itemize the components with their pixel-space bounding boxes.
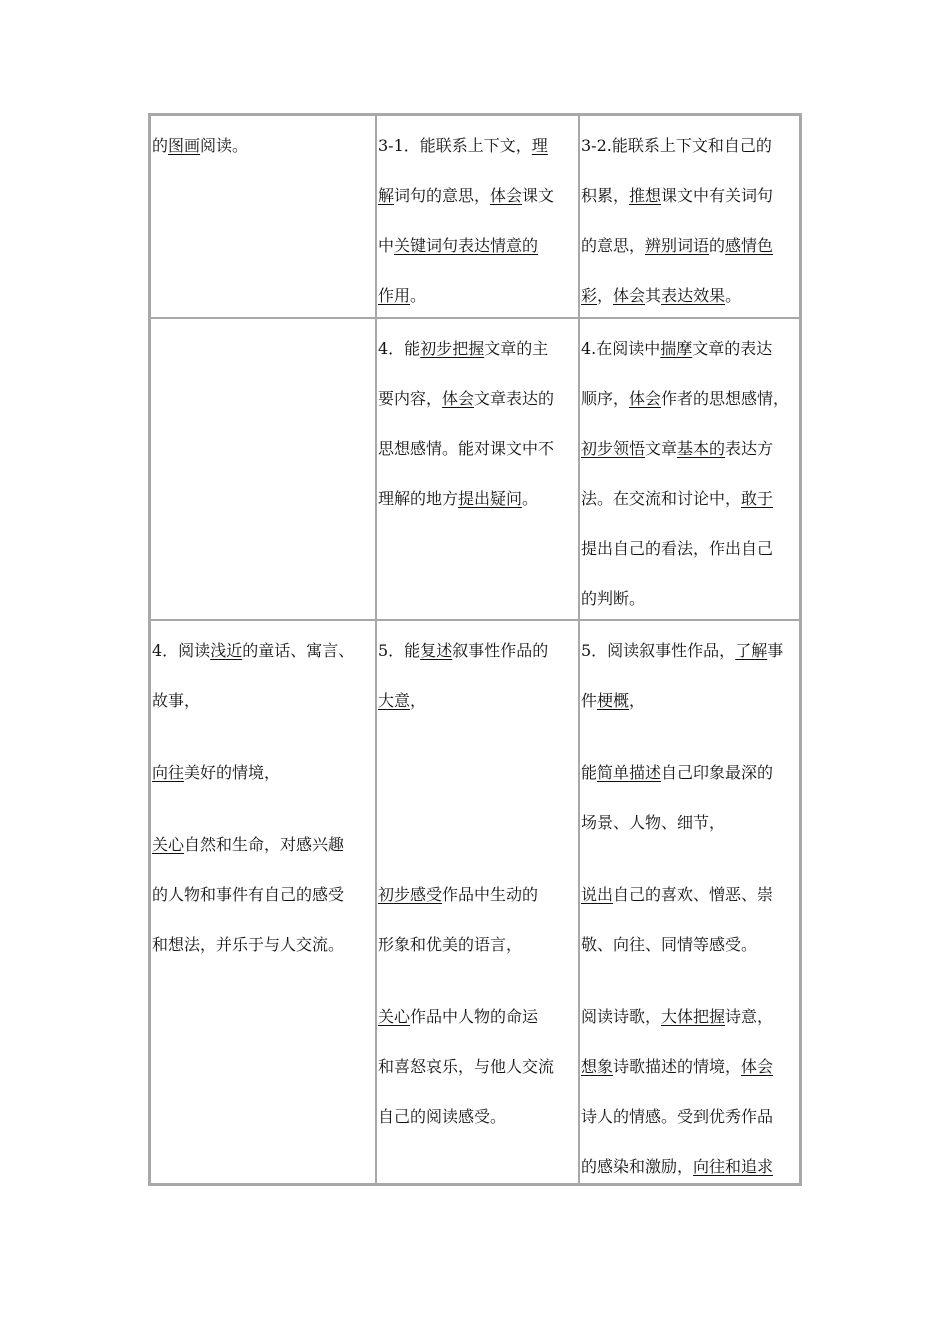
text-segment: 文章的表达 — [692, 339, 773, 358]
paragraph-gap — [378, 848, 578, 870]
text-segment: 自己的阅读感受。 — [378, 1107, 507, 1126]
text-segment: 法。在交流和讨论中， — [581, 489, 742, 508]
text-segment: 中 — [378, 236, 395, 255]
text-line — [581, 574, 799, 620]
underlined-term: 梗概 — [597, 691, 630, 710]
text-line — [378, 324, 578, 374]
table-row — [150, 115, 800, 318]
text-segment: ， — [410, 691, 427, 710]
text-line — [581, 374, 799, 424]
underlined-term: 体会 — [613, 286, 646, 305]
text-line — [581, 271, 799, 318]
underlined-term: 体会 — [442, 389, 475, 408]
underlined-term: 浅近 — [210, 641, 243, 660]
paragraph-gap — [378, 970, 578, 992]
text-segment: 文章表达的 — [474, 389, 555, 408]
text-line — [378, 221, 578, 271]
text-line — [581, 1042, 799, 1092]
underlined-term: 揣摩 — [660, 339, 693, 358]
text-line — [152, 121, 375, 171]
text-segment: 作者的思想感情， — [661, 389, 790, 408]
paragraph-gap — [581, 848, 799, 870]
table-cell — [150, 115, 376, 318]
text-line — [152, 820, 375, 870]
text-segment: 的童话、寓言、 — [242, 641, 355, 660]
underlined-term: 理 — [531, 136, 548, 155]
underlined-term: 大意 — [378, 691, 411, 710]
underlined-term: 复述 — [420, 641, 453, 660]
text-line — [378, 626, 578, 676]
text-line — [581, 474, 799, 524]
text-segment: 的意思， — [581, 236, 646, 255]
underlined-term: 体会 — [629, 389, 662, 408]
text-segment: 的 — [152, 136, 169, 155]
text-line — [152, 920, 375, 970]
blank-line — [378, 748, 578, 848]
text-segment: 要内容， — [378, 389, 443, 408]
underlined-term: 初步领悟 — [581, 439, 646, 458]
text-segment: 的判断。 — [581, 589, 646, 608]
text-line — [378, 271, 578, 318]
underlined-term: 辨别词语 — [645, 236, 710, 255]
text-line — [378, 171, 578, 221]
text-segment: 作品中人物的命运 — [410, 1007, 539, 1026]
text-segment: 叙事性作品的 — [452, 641, 549, 660]
table-cell — [376, 620, 579, 1184]
underlined-term: 初步把握 — [420, 339, 485, 358]
paragraph-gap — [152, 798, 375, 820]
underlined-term: 基本的 — [677, 439, 726, 458]
table-cell — [150, 620, 376, 1184]
underlined-term: 向往和追求 — [693, 1157, 774, 1176]
underlined-term: 说出 — [581, 885, 614, 904]
text-line — [581, 870, 799, 920]
text-segment: 诗意， — [725, 1007, 774, 1026]
underlined-term: 关心 — [378, 1007, 411, 1026]
text-line — [378, 870, 578, 920]
underlined-term: 关键词句表达情意的 — [394, 236, 539, 255]
text-line — [152, 748, 375, 798]
underlined-term: 想象 — [581, 1057, 614, 1076]
text-line — [581, 424, 799, 474]
underlined-term: 感情色 — [725, 236, 774, 255]
text-segment: 。 — [522, 489, 539, 508]
table-cell — [579, 115, 800, 318]
underlined-term: 敢于 — [741, 489, 774, 508]
text-segment: 4．阅读 — [152, 641, 211, 660]
text-segment: 理解的地方 — [378, 489, 459, 508]
text-segment: 其 — [645, 286, 662, 305]
text-line — [152, 676, 375, 726]
text-segment: 课文中有关词句 — [661, 186, 774, 205]
text-segment: 诗歌描述的情境， — [613, 1057, 742, 1076]
text-segment: 的感染和激励， — [581, 1157, 694, 1176]
text-line — [378, 676, 578, 726]
text-segment: 5．能 — [378, 641, 421, 660]
paragraph-gap — [378, 726, 578, 748]
underlined-term: 初步感受 — [378, 885, 443, 904]
table-cell — [579, 318, 800, 620]
text-segment: 故事， — [152, 691, 201, 710]
text-line — [581, 748, 799, 798]
text-segment: 和想法，并乐于与人交流。 — [152, 935, 345, 954]
text-segment: 3-2.能联系上下文和自己的 — [581, 136, 772, 155]
underlined-term: 提出疑问 — [458, 489, 523, 508]
text-line — [378, 374, 578, 424]
underlined-term: 推想 — [629, 186, 662, 205]
text-segment: 文章的主 — [484, 339, 549, 358]
text-segment: 形象和优美的语言， — [378, 935, 523, 954]
text-segment: 自然和生命，对感兴趣 — [184, 835, 345, 854]
text-segment: ， — [629, 691, 646, 710]
text-line — [152, 626, 375, 676]
text-segment: 表达方 — [725, 439, 774, 458]
text-segment: ， — [597, 286, 614, 305]
text-line — [378, 992, 578, 1042]
text-segment: 作品中生动的 — [442, 885, 539, 904]
text-segment: 事 — [767, 641, 784, 660]
text-segment: 词句的意思， — [394, 186, 491, 205]
table-cell — [579, 620, 800, 1184]
text-line — [378, 1042, 578, 1092]
text-segment: 敬、向往、同情等感受。 — [581, 935, 758, 954]
table-row — [150, 620, 800, 1184]
text-segment: 4.在阅读中 — [581, 339, 661, 358]
text-line — [581, 992, 799, 1042]
text-segment: 4．能 — [378, 339, 421, 358]
text-line — [581, 1092, 799, 1142]
text-line — [378, 474, 578, 524]
paragraph-gap — [581, 970, 799, 992]
text-segment: 。 — [410, 286, 427, 305]
text-line — [581, 171, 799, 221]
text-segment: 阅读诗歌， — [581, 1007, 662, 1026]
underlined-term: 解 — [378, 186, 395, 205]
text-line — [581, 676, 799, 726]
standards-table — [148, 113, 802, 1186]
text-segment: 阅读。 — [200, 136, 249, 155]
text-line — [581, 121, 799, 171]
text-segment: 5．阅读叙事性作品， — [581, 641, 736, 660]
table-cell — [150, 318, 376, 620]
text-segment: 的人物和事件有自己的感受 — [152, 885, 345, 904]
text-line — [581, 1142, 799, 1184]
text-segment: 思想感情。能对课文中不 — [378, 439, 555, 458]
text-segment: 美好的情境， — [184, 763, 281, 782]
text-segment: 课文 — [522, 186, 555, 205]
text-segment: 文章 — [645, 439, 678, 458]
text-segment: 3-1．能联系上下文， — [378, 136, 532, 155]
underlined-term: 向往 — [152, 763, 185, 782]
text-segment: 自己印象最深的 — [661, 763, 774, 782]
table-cell — [376, 318, 579, 620]
text-segment: 。 — [725, 286, 742, 305]
text-segment: 和喜怒哀乐，与他人交流 — [378, 1057, 555, 1076]
text-segment: 积累， — [581, 186, 630, 205]
underlined-term: 关心 — [152, 835, 185, 854]
text-line — [581, 221, 799, 271]
text-segment: 自己的喜欢、憎恶、崇 — [613, 885, 774, 904]
text-line — [581, 798, 799, 848]
text-line — [581, 324, 799, 374]
table-cell — [376, 115, 579, 318]
text-line — [378, 424, 578, 474]
underlined-term: 彩 — [581, 286, 598, 305]
underlined-term: 图画 — [168, 136, 201, 155]
underlined-term: 作用 — [378, 286, 411, 305]
underlined-term: 大体把握 — [661, 1007, 726, 1026]
paragraph-gap — [581, 726, 799, 748]
text-segment: 顺序， — [581, 389, 630, 408]
text-line — [152, 870, 375, 920]
table-row — [150, 318, 800, 620]
underlined-term: 了解 — [735, 641, 768, 660]
text-segment: 件 — [581, 691, 598, 710]
underlined-term: 简单描述 — [597, 763, 662, 782]
text-line — [581, 626, 799, 676]
text-segment: 能 — [581, 763, 598, 782]
paragraph-gap — [152, 726, 375, 748]
text-line — [378, 920, 578, 970]
underlined-term: 体会 — [490, 186, 523, 205]
text-line — [581, 524, 799, 574]
text-line — [378, 1092, 578, 1142]
text-line — [378, 121, 578, 171]
text-line — [581, 920, 799, 970]
underlined-term: 表达效果 — [661, 286, 726, 305]
text-segment: 提出自己的看法，作出自己 — [581, 539, 774, 558]
text-segment: 诗人的情感。受到优秀作品 — [581, 1107, 774, 1126]
underlined-term: 体会 — [741, 1057, 774, 1076]
text-segment: 场景、人物、细节， — [581, 813, 726, 832]
text-segment: 的 — [709, 236, 726, 255]
